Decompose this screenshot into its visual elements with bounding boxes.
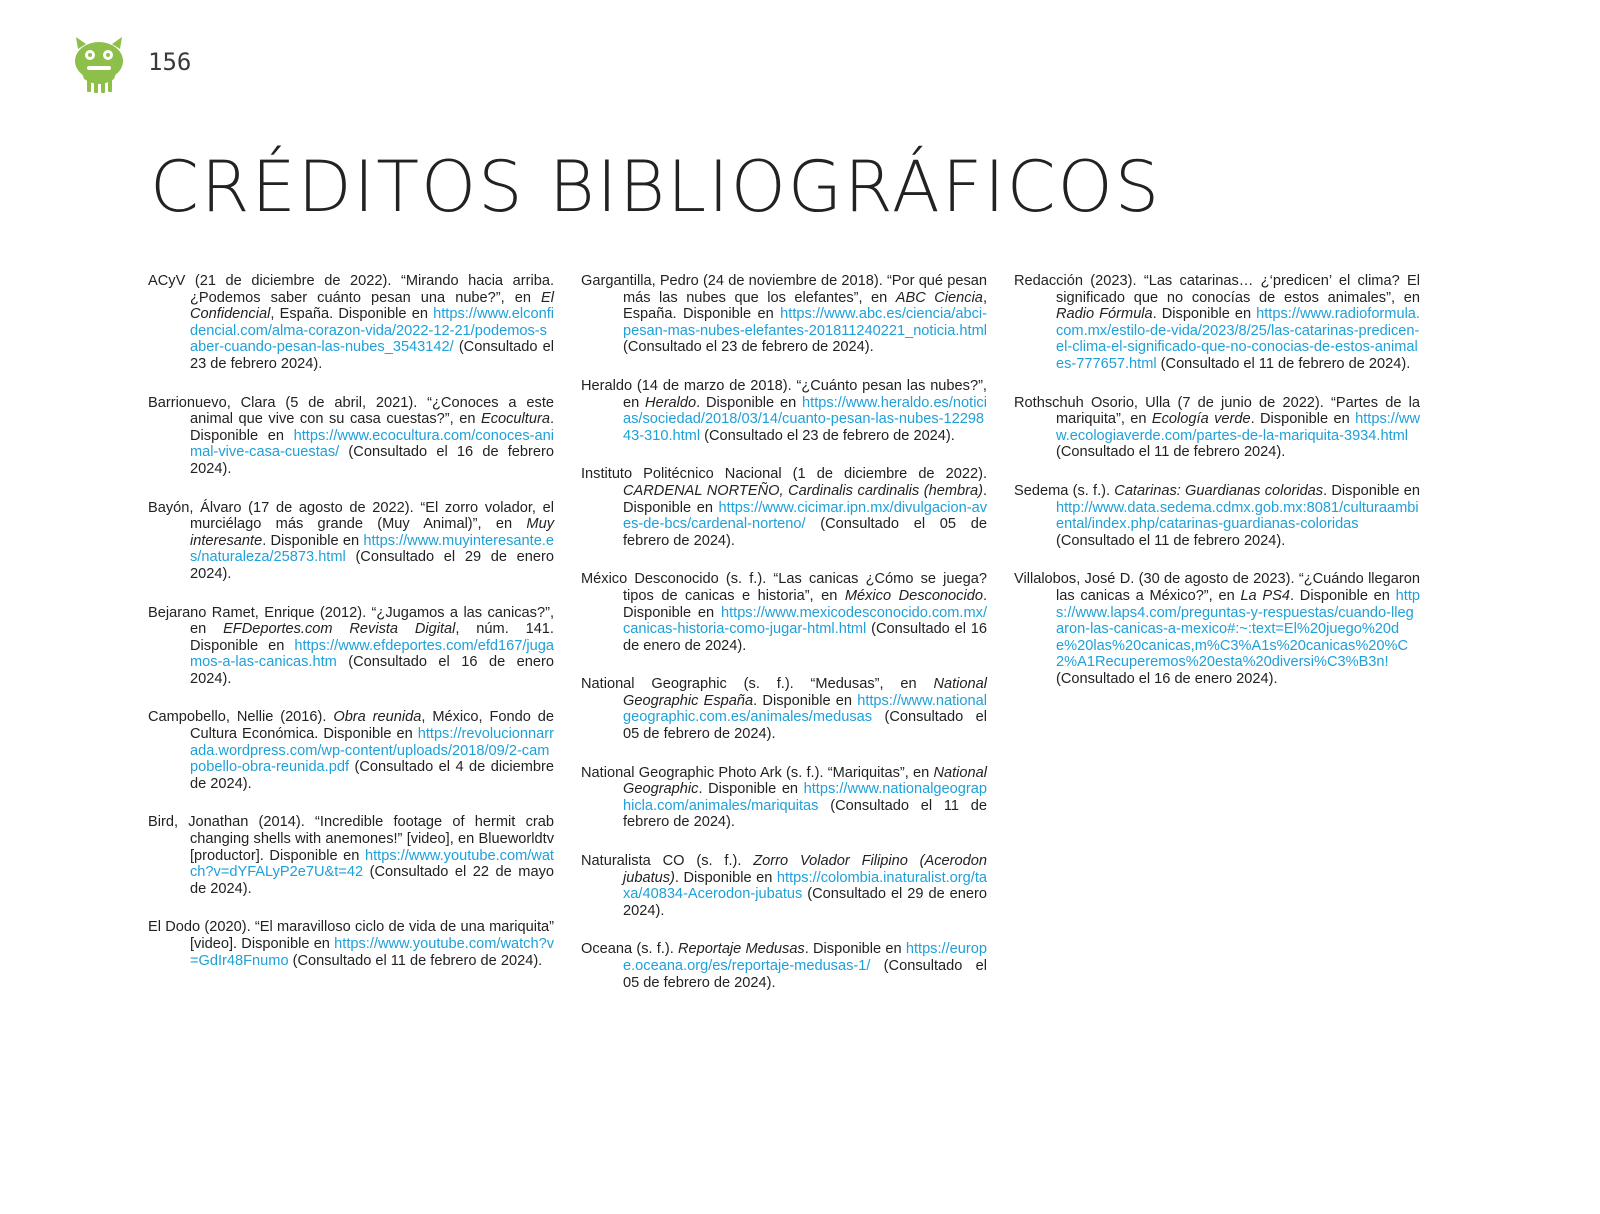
reference-entry — [1014, 571, 1420, 687]
reference-consulted-note: (Consultado el 16 de febrero 2024). — [190, 444, 554, 477]
reference-text: . Disponible en — [262, 532, 364, 549]
reference-consulted-note: (Consultado el 16 de enero de 2024). — [623, 621, 987, 654]
reference-text: . Disponible en — [698, 781, 804, 798]
reference-link[interactable]: https://www.mexicodesconocido.com.mx/canicas-historia-como-jugar-html.html — [623, 604, 987, 638]
reference-consulted-note: (Consultado el 11 de febrero 2024). — [1056, 532, 1286, 549]
reference-link[interactable]: https://www.efdeportes.com/efd167/jugamos-a-las-canicas.htm — [190, 637, 554, 671]
reference-source-title: ABC Ciencia — [895, 289, 983, 306]
reference-source-title: Ecocultura — [480, 411, 550, 428]
reference-entry — [581, 765, 987, 831]
reference-source-title: El Confidencial — [190, 289, 554, 323]
reference-entry — [581, 571, 987, 654]
reference-consulted-note: (Consultado el 22 de mayo de 2024). — [190, 864, 554, 897]
reference-text: Naturalista CO (s. f.). — [581, 853, 754, 870]
reference-text: National Geographic Photo Ark (s. f.). “Mariquitas”, en — [581, 764, 934, 781]
reference-consulted-note: (Consultado el 23 de febrero de 2024). — [700, 427, 955, 444]
reference-source-title: La PS4 — [1240, 587, 1290, 604]
reference-consulted-note: (Consultado el 23 de febrero de 2024). — [623, 339, 874, 356]
reference-entry — [148, 500, 554, 583]
references-column-1 — [148, 273, 554, 991]
page-number: 156 — [148, 48, 192, 76]
reference-source-title: Ecología verde — [1151, 411, 1251, 428]
reference-text: . Disponible en — [674, 869, 777, 886]
reference-source-title: México Desconocido — [844, 587, 983, 604]
reference-source-title: Muy interesante — [190, 516, 554, 549]
reference-source-title: Zorro Volador Filipino (Acerodon jubatus) — [623, 853, 987, 886]
reference-text: México Desconocido (s. f.). “Las canicas ¿Cómo se juega? tipos de canicas e historia”, en — [581, 571, 987, 604]
page-header — [72, 34, 191, 94]
reference-text: Redacción (2023). “Las catarinas… ¿‘predicen’ el clima? El significado que no conocías de estos animales”, en — [1014, 273, 1420, 306]
reference-text: . Disponible en — [1250, 411, 1356, 428]
reference-text: . Disponible en — [804, 941, 906, 958]
reference-consulted-note: (Consultado el 16 de enero 2024). — [190, 654, 554, 687]
reference-text: Rothschuh Osorio, Ulla (7 de junio de 2022). “Partes de la mariquita”, en — [1014, 394, 1420, 428]
reference-link[interactable]: https://www.abc.es/ciencia/abci-pesan-mas-nubes-elefantes-201811240221_noticia.html — [623, 306, 988, 339]
references-column-2 — [581, 273, 987, 1013]
reference-source-title: Obra reunida — [333, 709, 422, 726]
reference-text: . Disponible en — [623, 587, 987, 621]
reference-link[interactable]: https://www.laps4.com/preguntas-y-respuestas/cuando-llegaron-las-canicas-a-mexico#:~:text=El%20juego%20de%20las%20canicas,m%C3%A1s%20canicas%20%C2%A1Recuperemos%20esta%20diversi%C3%B3n! — [1056, 587, 1420, 671]
reference-source-title: National Geographic — [623, 764, 987, 798]
reference-entry — [581, 853, 987, 919]
reference-text: . Disponible en — [1290, 587, 1396, 604]
reference-link[interactable]: https://www.muyinteresante.es/naturaleza/25873.html — [190, 532, 554, 566]
reference-entry — [581, 378, 987, 444]
reference-link[interactable]: https://www.youtube.com/watch?v=dYFALyP2e7U&t=42 — [190, 847, 554, 881]
reference-text: , España. Disponible en — [623, 289, 987, 323]
reference-link[interactable]: https://www.elconfidencial.com/alma-corazon-vida/2022-12-21/podemos-saber-cuando-pesan-las-nubes_3543142/ — [190, 306, 554, 356]
reference-text: . Disponible en — [1323, 482, 1420, 499]
reference-entry — [1014, 483, 1420, 549]
reference-entry — [148, 709, 554, 792]
reference-consulted-note: (Consultado el 05 de febrero de 2024). — [623, 958, 987, 991]
reference-entry — [148, 919, 554, 969]
reference-source-title: National Geographic España — [623, 676, 987, 709]
reference-link[interactable]: https://www.ecologiaverde.com/partes-de-la-mariquita-3934.html — [1056, 411, 1420, 444]
reference-consulted-note: (Consultado el 23 de febrero 2024). — [190, 339, 554, 372]
reference-text: Bayón, Álvaro (17 de agosto de 2022). “El zorro volador, el murciélago más grande (Muy Animal)”, en — [148, 499, 554, 533]
reference-entry — [1014, 395, 1420, 461]
references-column-3 — [1014, 273, 1420, 709]
reference-entry — [148, 814, 554, 897]
reference-link[interactable]: https://europe.oceana.org/es/reportaje-medusas-1/ — [623, 941, 987, 974]
reference-source-title: Reportaje Medusas — [678, 941, 805, 958]
reference-consulted-note: (Consultado el 11 de febrero de 2024). — [288, 952, 543, 969]
reference-text: , núm. 141. Disponible en — [190, 621, 554, 654]
reference-entry — [1014, 273, 1420, 373]
reference-consulted-note: (Consultado el 11 de febrero de 2024). — [1156, 355, 1411, 372]
reference-consulted-note: (Consultado el 16 de enero 2024). — [1056, 670, 1278, 687]
reference-entry — [148, 273, 554, 373]
reference-text: . Disponible en — [753, 692, 858, 709]
reference-link[interactable]: https://www.cicimar.ipn.mx/divulgacion-aves-de-bcs/cardenal-norteno/ — [623, 499, 987, 533]
reference-source-title: Catarinas: Guardianas coloridas — [1114, 482, 1324, 499]
reference-text: , España. Disponible en — [270, 306, 434, 323]
reference-text: Villalobos, José D. (30 de agosto de 2023). “¿Cuándo llegaron las canicas a México?”, en — [1014, 571, 1420, 604]
reference-consulted-note: (Consultado el 29 de enero 2024). — [623, 886, 987, 919]
reference-source-title: Radio Fórmula — [1056, 306, 1153, 323]
mascot-logo-icon — [72, 35, 126, 93]
reference-entry — [581, 941, 987, 991]
reference-text: . Disponible en — [623, 482, 987, 516]
reference-entry — [148, 395, 554, 478]
reference-source-title: Heraldo — [645, 394, 697, 411]
reference-text: . Disponible en — [696, 394, 803, 411]
reference-entry — [148, 605, 554, 688]
reference-consulted-note: (Consultado el 11 de febrero de 2024). — [623, 797, 987, 831]
reference-text: Heraldo (14 de marzo de 2018). “¿Cuánto pesan las nubes?”, en — [581, 377, 987, 411]
reference-consulted-note: (Consultado el 29 de enero 2024). — [190, 549, 554, 582]
reference-text: National Geographic (s. f.). “Medusas”, en — [581, 676, 934, 693]
reference-link[interactable]: https://www.youtube.com/watch?v=GdIr48Fnumo — [190, 936, 554, 969]
reference-text: Instituto Politécnico Nacional (1 de diciembre de 2022). — [581, 466, 987, 483]
reference-text: , México, Fondo de Cultura Económica. Disponible en — [190, 709, 554, 743]
reference-text: Campobello, Nellie (2016). — [148, 709, 334, 726]
reference-link[interactable]: http://www.data.sedema.cdmx.gob.mx:8081/culturaambiental/index.php/catarinas-guardianas-coloridas — [1056, 499, 1419, 533]
reference-text: Oceana (s. f.). — [581, 941, 679, 958]
reference-link[interactable]: https://www.heraldo.es/noticias/sociedad/2018/03/14/cuanto-pesan-las-nubes-1229843-310.html — [623, 394, 987, 444]
reference-consulted-note: (Consultado el 11 de febrero 2024). — [1056, 444, 1286, 461]
reference-link[interactable]: https://www.nationalgeographicla.com/animales/mariquitas — [623, 781, 987, 814]
reference-link[interactable]: https://revolucionnarrada.wordpress.com/wp-content/uploads/2018/09/2-campobello-obra-reunida.pdf — [190, 726, 554, 776]
reference-source-title: EFDeportes.com Revista Digital — [223, 621, 456, 638]
reference-entry — [581, 466, 987, 549]
reference-source-title: CARDENAL NORTEÑO, Cardinalis cardinalis (hembra) — [623, 482, 983, 499]
reference-consulted-note: (Consultado el 05 de febrero de 2024). — [623, 516, 987, 549]
reference-text: . Disponible en — [1152, 306, 1257, 323]
reference-link[interactable]: https://www.nationalgeographic.com.es/animales/medusas — [623, 692, 987, 726]
reference-text: Bejarano Ramet, Enrique (2012). “¿Jugamos a las canicas?”, en — [148, 604, 554, 638]
reference-entry — [581, 273, 987, 356]
reference-consulted-note: (Consultado el 05 de febrero de 2024). — [623, 709, 987, 743]
reference-text: Barrionuevo, Clara (5 de abril, 2021). “¿Conoces a este animal que vive con su casa cuestas?”, en — [148, 394, 554, 428]
reference-text: . Disponible en — [190, 411, 554, 444]
reference-consulted-note: (Consultado el 4 de diciembre de 2024). — [190, 759, 554, 792]
reference-text: ACyV (21 de diciembre de 2022). “Mirando hacia arriba. ¿Podemos saber cuánto pesan una nube?”, en — [148, 273, 554, 306]
reference-text: El Dodo (2020). “El maravilloso ciclo de vida de una mariquita” [video]. Disponible en — [148, 919, 554, 952]
reference-text: Bird, Jonathan (2014). “Incredible footage of hermit crab changing shells with anemones!” [video], en Blueworldtv [productor]. Disponible en — [148, 814, 554, 864]
reference-entry — [581, 676, 987, 742]
page-title: CRÉDITOS BIBLIOGRÁFICOS — [150, 146, 1162, 228]
reference-text: Gargantilla, Pedro (24 de noviembre de 2018). “Por qué pesan más las nubes que los elefantes”, en — [581, 273, 987, 306]
reference-link[interactable]: https://www.radioformula.com.mx/estilo-de-vida/2023/8/25/las-catarinas-predicen-el-clima-el-significado-que-no-conocias-de-estos-animales-777657.html — [1056, 306, 1420, 372]
reference-link[interactable]: https://www.ecocultura.com/conoces-animal-vive-casa-cuestas/ — [190, 427, 554, 461]
reference-link[interactable]: https://colombia.inaturalist.org/taxa/40834-Acerodon-jubatus — [623, 869, 987, 903]
reference-text: Sedema (s. f.). — [1014, 482, 1115, 499]
